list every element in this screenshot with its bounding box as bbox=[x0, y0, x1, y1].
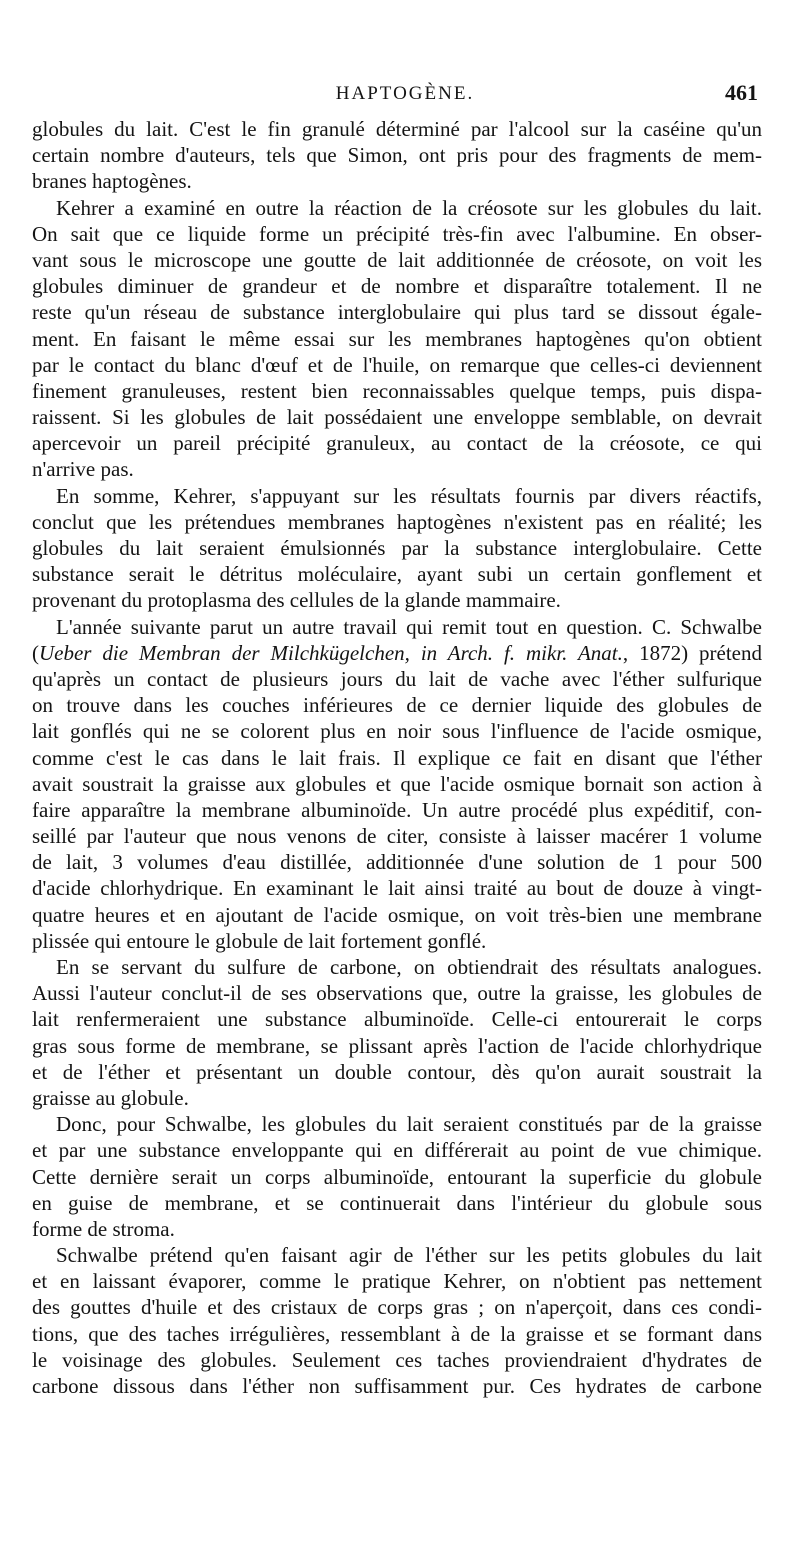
running-title: HAPTOGÈNE. bbox=[335, 83, 475, 104]
cited-title: Ueber die Membran der Milchkügelchen, in Arch. f. mikr. Anat. bbox=[39, 640, 623, 665]
text-line: raissent. Si les globules de lait possédaient une enveloppe semblable, on devrait bbox=[32, 405, 762, 430]
text-line: Schwalbe prétend qu'en faisant agir de l'éther sur les petits globules du lait bbox=[56, 1243, 762, 1268]
text-line: globules du lait seraient émulsionnés par la substance interglobulaire. Cette bbox=[32, 536, 762, 560]
page-number: 461 bbox=[725, 80, 758, 105]
text-line: lait gonflés qui ne se colorent plus en noir sous l'influence de l'acide osmique, bbox=[32, 719, 762, 744]
paragraph bbox=[32, 195, 762, 483]
text-line: on trouve dans les couches inférieures de ce dernier liquide des globules de bbox=[32, 693, 762, 718]
text-line: Donc, pour Schwalbe, les globules du lait seraient constitués par de la graisse bbox=[56, 1112, 762, 1137]
text-line: par le contact du blanc d'œuf et de l'huile, on remarque que celles-ci deviennent bbox=[32, 352, 762, 377]
page-header bbox=[32, 80, 762, 110]
text-line: tions, que des taches irrégulières, ressemblant à de la graisse et se formant dans bbox=[32, 1321, 762, 1346]
text-line: (Ueber die Membran der Milchkügelchen, in Arch. f. mikr. Anat., 1872) prétend bbox=[32, 640, 762, 665]
text-line: apercevoir un pareil précipité granuleux, au contact de la créosote, ce qui bbox=[32, 431, 762, 456]
text-line: vant sous le microscope une goutte de lait additionnée de créosote, on voit les bbox=[32, 247, 762, 272]
text-line: substance serait le détritus moléculaire, ayant subi un certain gonflement et bbox=[32, 562, 762, 587]
text-line: On sait que ce liquide forme un précipité très-fin avec l'albumine. En obser- bbox=[32, 221, 762, 246]
paragraph bbox=[32, 116, 762, 195]
paragraph bbox=[32, 954, 762, 1111]
text-line: plissée qui entoure le globule de lait fortement gonflé. bbox=[32, 928, 487, 953]
text-line: conclut que les prétendues membranes haptogènes n'existent pas en réalité; les bbox=[32, 509, 762, 534]
text-line: lait renfermeraient une substance albuminoïde. Celle-ci entourerait le corps bbox=[32, 1007, 762, 1032]
text-line: ment. En faisant le même essai sur les membranes haptogènes qu'on obtient bbox=[32, 326, 762, 351]
text-line: gras sous forme de membrane, se plissant après l'action de l'acide chlorhydrique bbox=[32, 1033, 762, 1058]
body-text bbox=[32, 116, 762, 1399]
text-line: de lait, 3 volumes d'eau distillée, additionnée d'une solution de 1 pour 500 bbox=[32, 850, 762, 875]
paragraph bbox=[32, 1111, 762, 1242]
text-line: branes haptogènes. bbox=[32, 169, 192, 194]
text-line: graisse au globule. bbox=[32, 1085, 189, 1110]
text-line: et par une substance enveloppante qui en différerait au point de vue chimique. bbox=[32, 1138, 762, 1163]
text-line: n'arrive pas. bbox=[32, 457, 134, 482]
text-line: globules du lait. C'est le fin granulé déterminé par l'alcool sur la caséine qu'un bbox=[32, 117, 762, 141]
text-line: le voisinage des globules. Seulement ces taches proviendraient d'hydrates de bbox=[32, 1347, 762, 1372]
text-line: carbone dissous dans l'éther non suffisamment pur. Ces hydrates de carbone bbox=[32, 1374, 762, 1398]
paragraph bbox=[32, 614, 762, 954]
text-line: comme c'est le cas dans le lait frais. Il explique ce fait en disant que l'éther bbox=[32, 745, 762, 770]
text-line: et de l'éther et présentant un double contour, dès qu'on aurait soustrait la bbox=[32, 1059, 762, 1084]
text-line: et en laissant évaporer, comme le pratique Kehrer, on n'obtient pas nettement bbox=[32, 1269, 762, 1294]
text-line: globules diminuer de grandeur et de nombre et disparaître totalement. Il ne bbox=[32, 274, 762, 299]
text-line: Aussi l'auteur conclut-il de ses observations que, outre la graisse, les globules de bbox=[32, 981, 762, 1006]
text-line: forme de stroma. bbox=[32, 1216, 175, 1241]
text-line: faire apparaître la membrane albuminoïde. Un autre procédé plus expéditif, con- bbox=[32, 797, 762, 822]
text-line: en guise de membrane, et se continuerait dans l'intérieur du globule sous bbox=[32, 1190, 762, 1215]
text-line: avait soustrait la graisse aux globules et que l'acide osmique bornait son action à bbox=[32, 771, 762, 796]
text-line: Kehrer a examiné en outre la réaction de la créosote sur les globules du lait. bbox=[56, 195, 762, 220]
text-line: des gouttes d'huile et des cristaux de corps gras ; on n'aperçoit, dans ces condi- bbox=[32, 1295, 762, 1320]
text-line: d'acide chlorhydrique. En examinant le lait ainsi traité au bout de douze à vingt- bbox=[32, 876, 762, 901]
paragraph bbox=[32, 483, 762, 614]
text-line: Cette dernière serait un corps albuminoïde, entourant la superficie du globule bbox=[32, 1164, 762, 1189]
text-line: qu'après un contact de plusieurs jours du lait de vache avec l'éther sulfurique bbox=[32, 666, 762, 691]
text-line: En se servant du sulfure de carbone, on obtiendrait des résultats analogues. bbox=[56, 955, 762, 979]
paragraph bbox=[32, 1242, 762, 1399]
text-line: finement granuleuses, restent bien reconnaissables quelque temps, puis dispa- bbox=[32, 378, 762, 403]
text-line: seillé par l'auteur que nous venons de citer, consiste à laisser macérer 1 volume bbox=[32, 824, 762, 849]
text-line: certain nombre d'auteurs, tels que Simon, ont pris pour des fragments de mem- bbox=[32, 143, 762, 168]
text-line: En somme, Kehrer, s'appuyant sur les résultats fournis par divers réactifs, bbox=[56, 483, 762, 508]
text-line: provenant du protoplasma des cellules de la glande mammaire. bbox=[32, 588, 561, 613]
text-line: quatre heures et en ajoutant de l'acide osmique, on voit très-bien une membrane bbox=[32, 902, 762, 927]
text-line: L'année suivante parut un autre travail qui remit tout en question. C. Schwalbe bbox=[56, 614, 762, 639]
text-line: reste qu'un réseau de substance interglobulaire qui plus tard se dissout égale- bbox=[32, 300, 762, 325]
